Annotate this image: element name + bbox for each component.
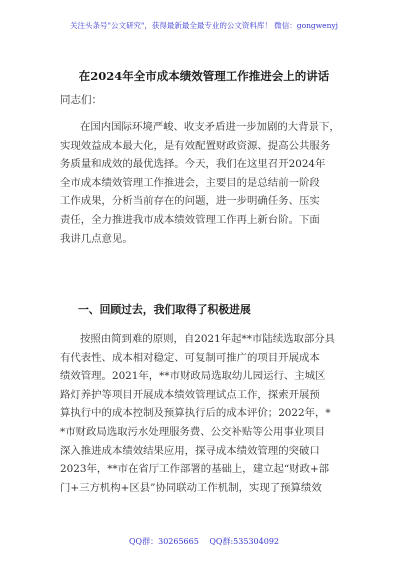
paragraph-line: 全市成本绩效管理工作推进会，主要目的是总结前一阶段 (60, 176, 320, 189)
footer (0, 536, 408, 547)
section1-paragraph (60, 330, 352, 497)
section-heading: 一、回顾过去，我们取得了积极进展 (78, 303, 251, 316)
paragraph-line: 我讲几点意见。 (60, 232, 133, 245)
document-title: 在2024年全市成本绩效管理工作推进会上的讲话 (78, 69, 330, 83)
top-banner: 关注头条号"公文研究"，获得最新最全最专业的公文资料库！ 微信：gongwenyj (70, 21, 338, 30)
paragraph-line: 门+三方机构+区县”协同联动工作机制，实现了预算绩效 (60, 481, 322, 494)
intro-paragraph (60, 118, 352, 248)
paragraph-line: 深入推进成本绩效结果应用，探寻成本绩效管理的突破口 (60, 444, 320, 457)
qq-group-2: QQ群:535304092 (209, 537, 279, 546)
paragraph-line: 实现效益成本最大化，是有效配置财政资源、提高公共服务 (60, 139, 331, 152)
paragraph-line: 算执行中的成本控制及预算执行后的成本评价；2022年，* (60, 407, 331, 420)
paragraph-line: 绩效管理。2021年，**市财政局选取幼儿园运行、主城区 (60, 370, 326, 383)
paragraph-line: 工作成果，分析当前存在的问题，进一步明确任务、压实 (60, 195, 320, 208)
paragraph-line: 责任，全力推进我市成本绩效管理工作再上新台阶。下面 (60, 213, 320, 226)
paragraph-line: *市财政局选取污水处理服务费、公交补贴等公用事业项目 (60, 425, 325, 438)
salutation: 同志们： (60, 94, 102, 106)
paragraph-line: 务质量和成效的最优选择。今天，我们在这里召开2024年 (60, 158, 326, 171)
paragraph-line: 有代表性、成本相对稳定、可复制可推广的项目开展成本 (60, 351, 320, 364)
paragraph-line: 在国内国际环境严峻、收支矛盾进一步加剧的大背景下， (80, 121, 340, 133)
paragraph-line: 按照由简到难的原则，自2021年起**市陆续选取部分具 (80, 333, 336, 345)
paragraph-line: 2023年，**市在省厅工作部署的基础上，建立起“财政+部 (60, 463, 330, 476)
paragraph-line: 路灯养护等项目开展成本绩效管理试点工作，探索开展预 (60, 388, 320, 401)
qq-group-1: QQ群：30265665 (128, 537, 199, 546)
